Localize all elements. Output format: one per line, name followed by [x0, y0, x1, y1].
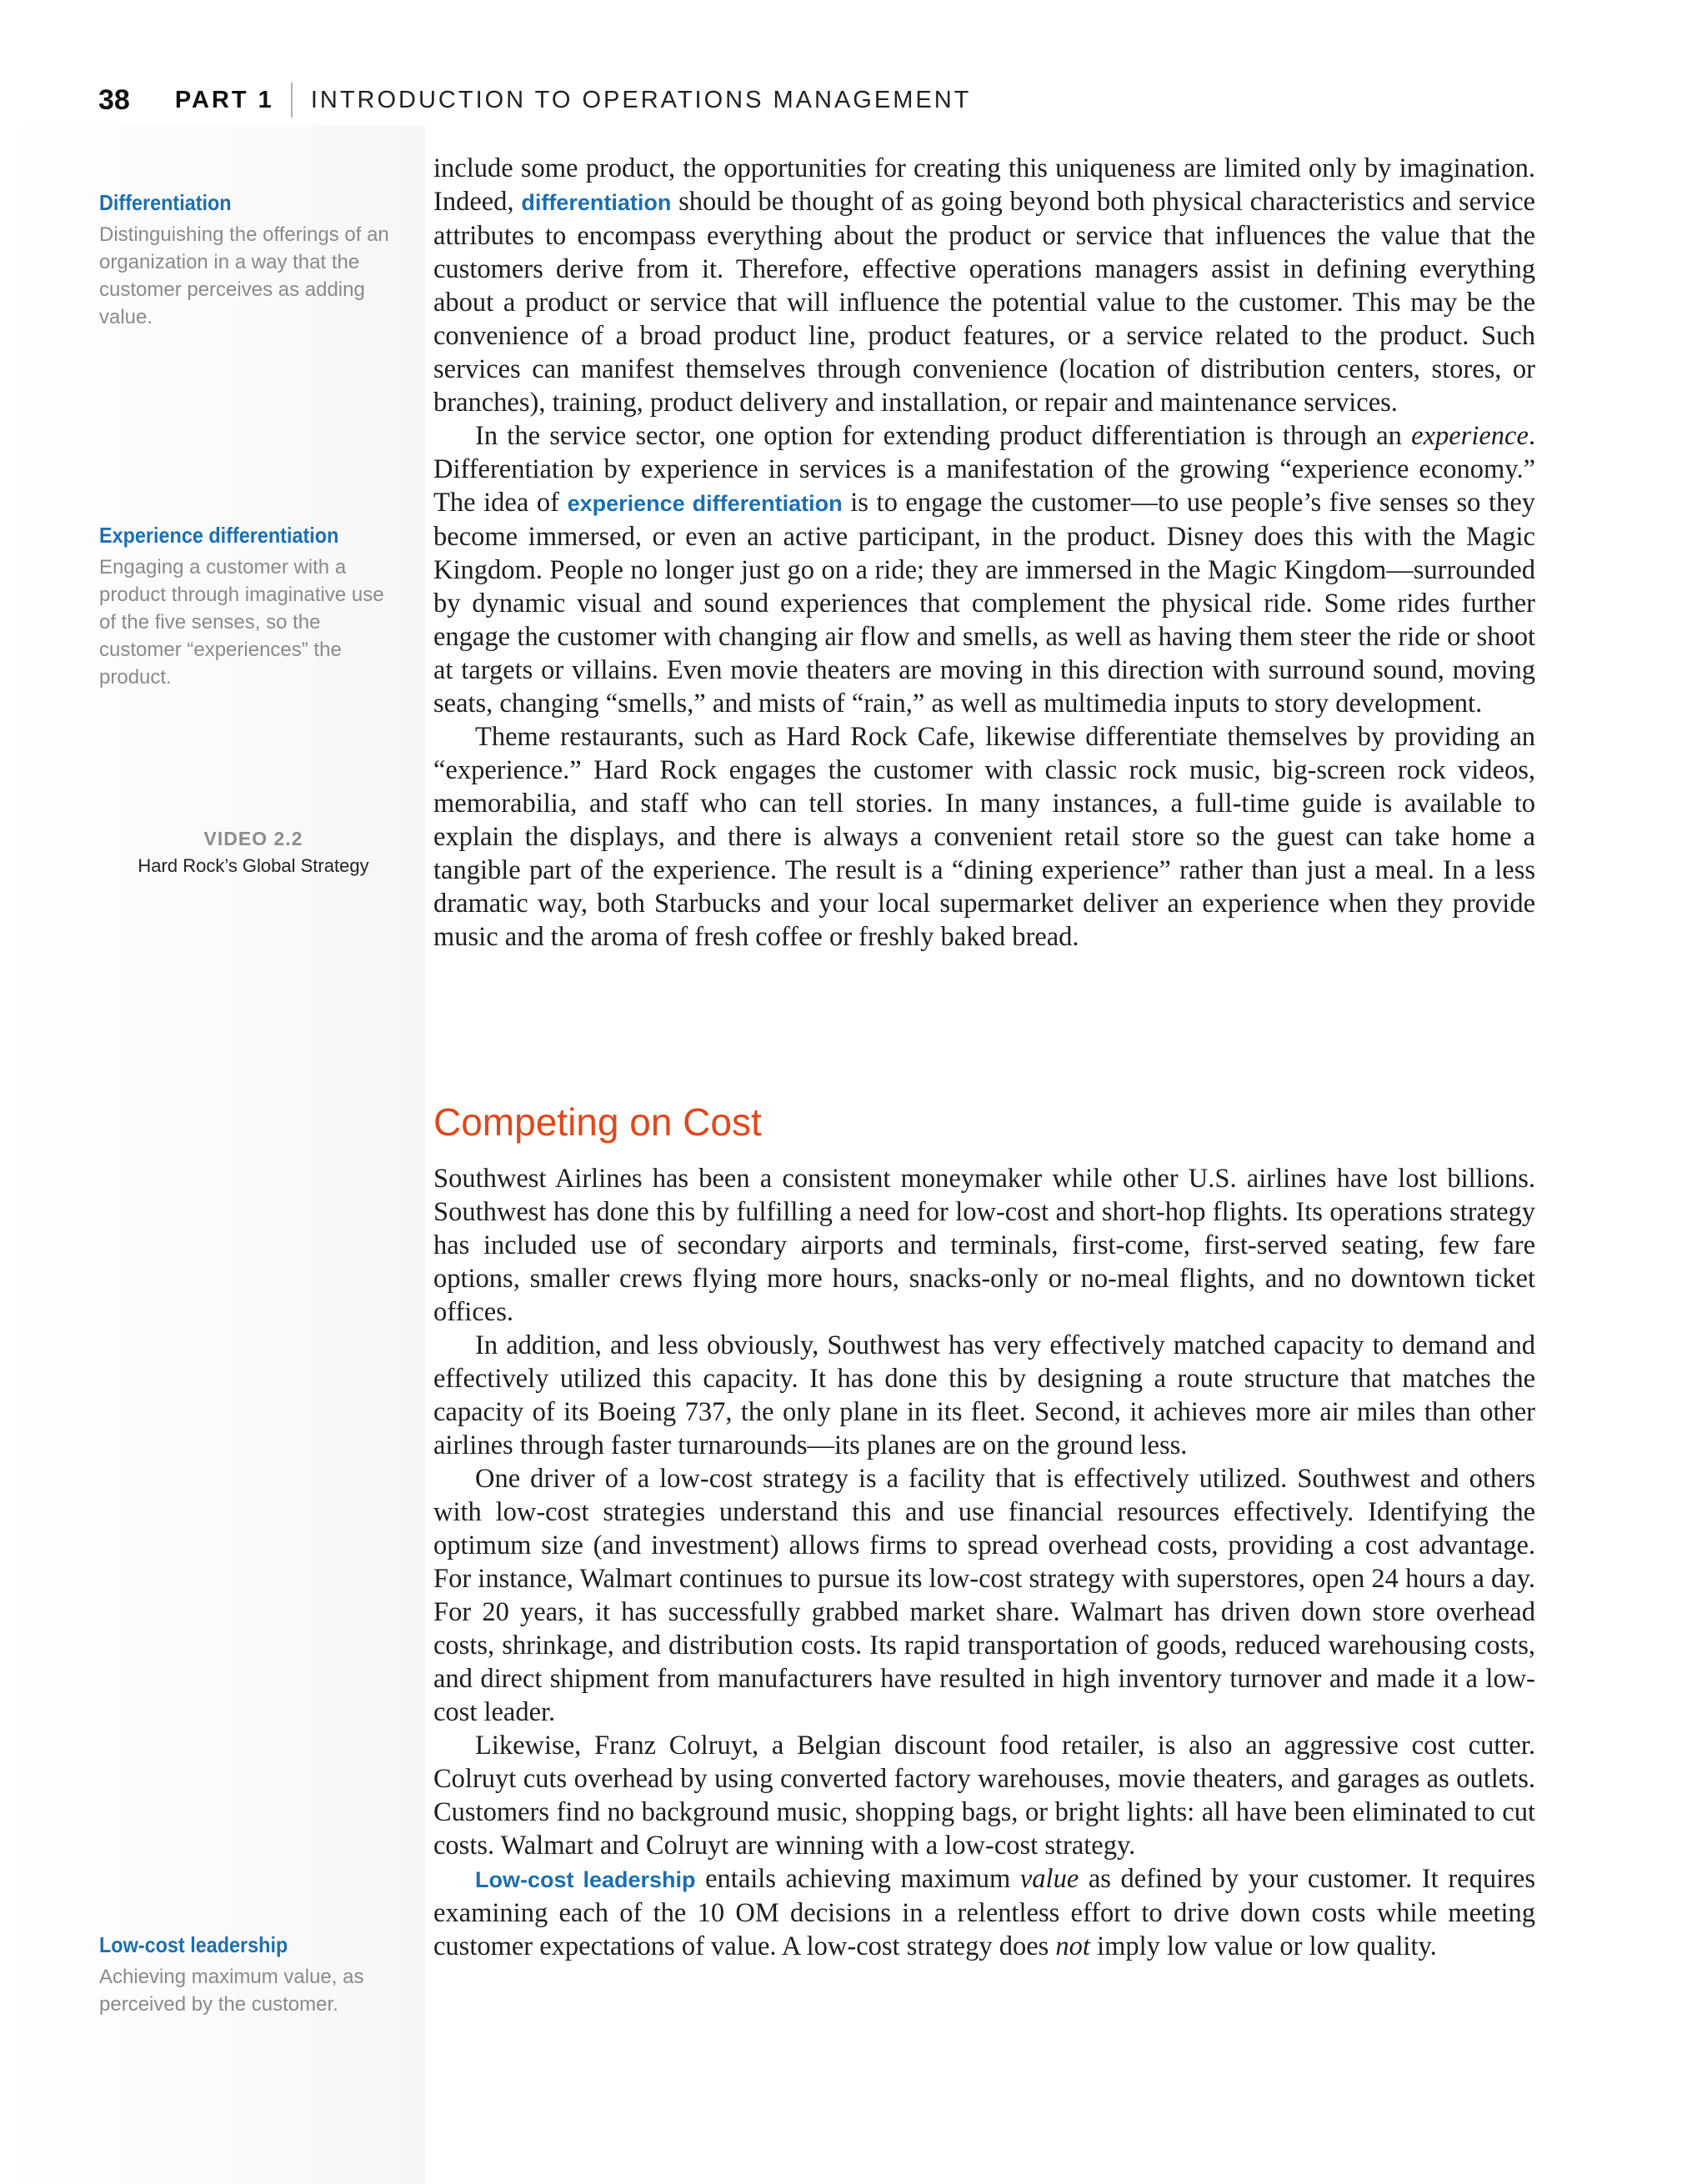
- paragraph: In addition, and less obviously, Southwest has very effectively matched capacity to demand and effectively utilized this capacity. It has done this by designing a route structure that matches the capacity of its Boeing 737, the only plane in its fleet. Second, it achieves more air miles than other airlines through faster turnarounds—its planes are on the ground less.: [433, 1330, 1535, 1460]
- body-text-section2: [433, 1099, 1535, 1963]
- glossary-entry-differentiation: [99, 188, 401, 331]
- paragraph: One driver of a low-cost strategy is a facility that is effectively utilized. Southwest and others with low-cost strategies understand this and use financial resources effectively. Identifying the optimum size (and investment) allows firms to spread overhead costs, providing a cost advantage. For instance, Walmart continues to pursue its low-cost strategy with superstores, open 24 hours a day. For 20 years, it has successfully grabbed market share. Walmart has driven down store overhead costs, shrinkage, and distribution costs. Its rapid transportation of goods, reduced warehousing costs, and direct shipment from manufacturers have resulted in high inventory turnover and made it a low-cost leader.: [433, 1464, 1535, 1727]
- paragraph: Southwest Airlines has been a consistent moneymaker while other U.S. airlines have lost billions. Southwest has done this by fulfilling a need for low-cost and short-hop flights. Its operations strategy has included use of secondary airports and terminals, first-come, first-served seating, few fare options, smaller crews flying more hours, snacks-only or no-meal flights, and no downtown ticket offices.: [433, 1164, 1535, 1327]
- body-text-section1: [433, 152, 1535, 954]
- video-label: VIDEO 2.2: [203, 828, 303, 849]
- header-divider: [291, 83, 293, 118]
- glossary-term: Low-cost leadership: [99, 1932, 288, 1957]
- video-title[interactable]: Hard Rock’s Global Strategy: [138, 855, 369, 876]
- glossary-term: Differentiation: [99, 190, 232, 215]
- glossary-definition: Distinguishing the offerings of an organization in a way that the customer perceives as adding value.: [99, 223, 389, 328]
- margin-shade: [0, 125, 425, 2184]
- paragraph: In the service sector, one option for extending product differentiation is through an experience. Differentiation by experience in services is a manifestation of the growing “experience economy.” The idea of experience differentiation is to engage the customer—to use people’s five senses so they become immersed, or even an active participant, in the product. Disney does this with the Magic Kingdom. People no longer just go on a ride; they are immersed in the Magic Kingdom—surrounded by dynamic visual and sound experiences that complement the physical ride. Some rides further engage the customer with changing air flow and smells, as well as having them steer the ride or shoot at targets or villains. Even movie theaters are moving in this direction with surround sound, moving seats, changing “smells,” and mists of “rain,” as well as multimedia inputs to story development.: [433, 421, 1535, 719]
- keyword-experience-differentiation: experience differentiation: [567, 491, 843, 516]
- glossary-definition: Engaging a customer with a product through imaginative use of the five senses, so the customer “experiences” the product.: [99, 556, 384, 689]
- glossary-term: Experience differentiation: [99, 523, 339, 548]
- paragraph: include some product, the opportunities for creating this uniqueness are limited only by imagination. Indeed, differentiation should be thought of as going beyond both physical characteristics and service attributes to encompass everything about the product or service that influences the value that the customers derive from it. Therefore, effective operations managers assist in defining everything about a product or service that will influence the potential value to the customer. This may be the convenience of a broad product line, product features, or a service related to the product. Such services can manifest themselves through convenience (location of distribution centers, stores, or branches), training, product delivery and installation, or repair and maintenance services.: [433, 153, 1535, 418]
- running-header: [98, 79, 971, 121]
- paragraph: Low-cost leadership entails achieving maximum value as defined by your customer. It requires examining each of the 10 OM decisions in a relentless effort to drive down costs while meeting customer expectations of value. A low-cost strategy does not imply low value or low quality.: [433, 1864, 1535, 1961]
- video-callout[interactable]: [99, 825, 408, 880]
- paragraph: Theme restaurants, such as Hard Rock Cafe, likewise differentiate themselves by providing an “experience.” Hard Rock engages the customer with classic rock music, big-screen rock videos, memorabilia, and staff who can tell stories. In many instances, a full-time guide is available to explain the displays, and there is always a convenient retail store so the guest can take home a tangible part of the experience. The result is a “dining experience” rather than just a meal. In a less dramatic way, both Starbucks and your local supermarket deliver an experience when they provide music and the aroma of fresh coffee or freshly baked bread.: [433, 722, 1535, 952]
- part-title: INTRODUCTION TO OPERATIONS MANAGEMENT: [310, 86, 972, 113]
- paragraph: Likewise, Franz Colruyt, a Belgian discount food retailer, is also an aggressive cost cutter. Colruyt cuts overhead by using converted factory warehouses, movie theaters, and garages as outlets. Customers find no background music, shopping bags, or bright lights: all have been eliminated to cut costs. Walmart and Colruyt are winning with a low-cost strategy.: [433, 1731, 1535, 1861]
- glossary-entry-low-cost-leadership: [99, 1931, 401, 2018]
- keyword-differentiation: differentiation: [521, 190, 672, 215]
- glossary-entry-experience-differentiation: [99, 521, 401, 691]
- keyword-low-cost-leadership: Low-cost leadership: [475, 1867, 696, 1892]
- page-number: 38: [98, 83, 130, 116]
- part-label: PART 1: [174, 86, 274, 113]
- section-heading: Competing on Cost: [433, 1100, 762, 1144]
- glossary-definition: Achieving maximum value, as perceived by the customer.: [99, 1966, 364, 2016]
